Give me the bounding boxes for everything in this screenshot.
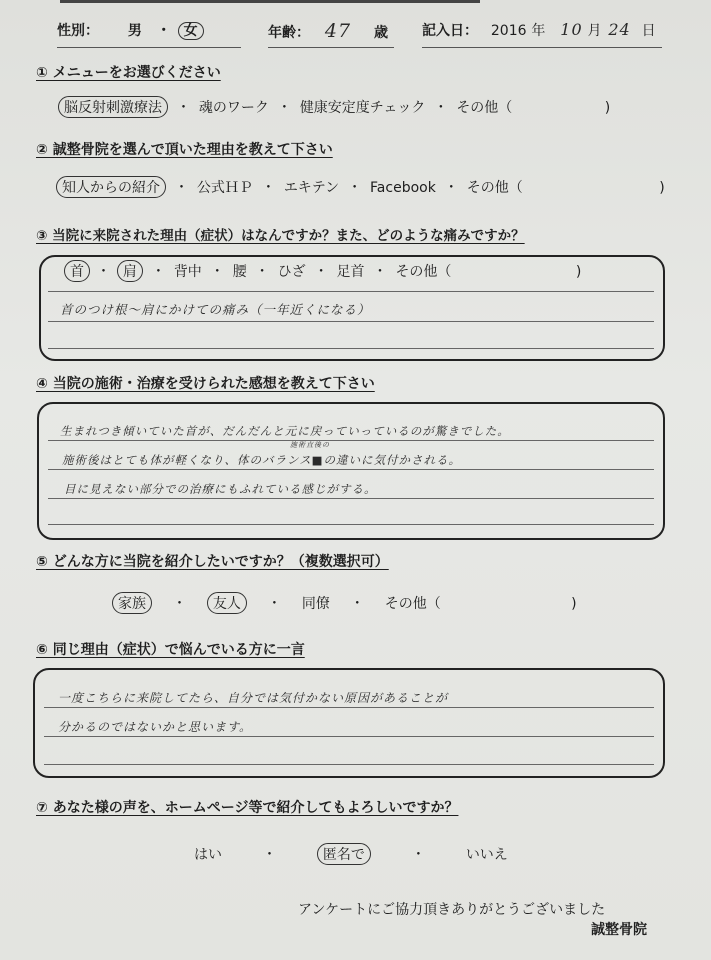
option-facebook: Facebook: [370, 180, 436, 196]
date-month: 10: [560, 20, 583, 39]
gender-label: 性別：: [57, 23, 99, 39]
option-coworker: 同僚: [301, 596, 330, 612]
age-label: 年齢：: [268, 25, 310, 41]
option-shoulder-circled: 肩: [117, 260, 143, 282]
option-other: その他（: [395, 264, 452, 280]
option-health-check: 健康安定度チェック: [299, 100, 426, 116]
option-friend-circled: 友人: [207, 592, 247, 614]
question-6-handwritten-line-2: 分かるのではないかと思います。: [58, 720, 253, 734]
answer-line: [44, 736, 654, 737]
option-other: その他（: [384, 596, 441, 612]
footer-thanks: アンケートにご協力頂きありがとうございました: [298, 902, 606, 918]
gender-female-circled: 女: [178, 22, 204, 40]
top-border: [60, 0, 480, 3]
option-official-hp: 公式ＨＰ: [196, 180, 253, 196]
answer-line: [48, 291, 654, 292]
option-family-circled: 家族: [112, 592, 152, 614]
question-4-handwritten-line-3: 目に見えない部分での治療にもふれている感じがする。: [64, 482, 377, 496]
option-yes: はい: [194, 847, 222, 863]
answer-line: [48, 440, 654, 441]
question-7-options: はい ・ 匿名で ・ いいえ: [194, 843, 508, 865]
date-month-unit: 月: [587, 23, 602, 39]
footer-clinic-name: 誠整骨院: [591, 922, 647, 938]
question-1-title: ① メニューをお選びください: [36, 65, 221, 81]
option-waist: 腰: [232, 264, 247, 280]
option-friend-referral-circled: 知人からの紹介: [56, 176, 166, 198]
date-underline: [422, 47, 662, 48]
option-ankle: 足首: [336, 264, 365, 280]
option-neck-circled: 首: [64, 260, 90, 282]
question-6-handwritten-line-1: 一度こちらに来院してたら、自分では気付かない原因があることが: [58, 691, 449, 705]
answer-line: [44, 764, 654, 765]
date-day-unit: 日: [641, 23, 656, 39]
option-brain-reflex-circled: 脳反射刺激療法: [58, 96, 168, 118]
question-4-handwritten-line-2: 施術後はとても体が軽くなり、体のバランス■の違いに気付かされる。: [62, 453, 462, 467]
answer-line: [48, 321, 654, 322]
age-field: [268, 20, 388, 42]
age-underline: [268, 47, 394, 48]
option-back: 背中: [173, 264, 202, 280]
question-1-options: 脳反射刺激療法 ・ 魂のワーク ・ 健康安定度チェック ・ その他（ ): [58, 96, 610, 118]
option-ekiten: エキテン: [283, 180, 340, 196]
gender-underline: [57, 47, 241, 48]
gender-dot: ・: [156, 23, 171, 39]
answer-line: [48, 524, 654, 525]
option-soul-work: 魂のワーク: [198, 100, 269, 116]
question-2-options: 知人からの紹介 ・ 公式ＨＰ ・ エキテン ・ Facebook ・ その他（ ): [56, 176, 665, 198]
gender-male: 男: [127, 23, 142, 39]
question-7-title: ⑦ あなた様の声を、ホームページ等で紹介してもよろしいですか？: [36, 800, 459, 816]
answer-line: [48, 498, 654, 499]
answer-line: [44, 707, 654, 708]
question-3-handwritten-answer: 首のつけ根～肩にかけての痛み（一年近くになる）: [60, 302, 371, 317]
question-2-title: ② 誠整骨院を選んで頂いた理由を教えて下さい: [36, 142, 333, 158]
date-day: 24: [608, 20, 631, 39]
question-3-options: 首 ・ 肩 ・ 背中 ・ 腰 ・ ひざ ・ 足首 ・ その他（ ): [64, 260, 581, 282]
question-4-handwritten-line-1: 生まれつき傾いていた首が、だんだんと元に戻っていっているのが驚きでした。: [60, 424, 510, 438]
question-6-title: ⑥ 同じ理由（症状）で悩んでいる方に一言: [36, 642, 305, 658]
date-label: 記入日：: [422, 23, 478, 39]
question-5-options: 家族 ・ 友人 ・ 同僚 ・ その他（ ): [112, 592, 577, 614]
option-no: いいえ: [465, 847, 508, 863]
answer-line: [48, 469, 654, 470]
question-4-handwritten-annotation: 施術直後の: [290, 441, 330, 449]
option-other: その他（: [456, 100, 513, 116]
option-anonymous-circled: 匿名で: [317, 843, 371, 865]
age-value: 47: [324, 20, 352, 42]
gender-field: [57, 20, 204, 40]
age-unit: 歳: [373, 25, 388, 41]
option-other: その他（: [466, 180, 523, 196]
question-3-title: ③ 当院に来院された理由（症状）はなんですか？また、どのような痛みですか？: [36, 228, 525, 244]
answer-line: [48, 348, 654, 349]
date-field: [422, 20, 656, 40]
date-year: 2016: [490, 23, 527, 39]
question-4-title: ④ 当院の施術・治療を受けられた感想を教えて下さい: [36, 376, 375, 392]
date-year-unit: 年: [531, 23, 546, 39]
question-5-title: ⑤ どんな方に当院を紹介したいですか？（複数選択可）: [36, 554, 389, 570]
option-knee: ひざ: [277, 264, 306, 280]
